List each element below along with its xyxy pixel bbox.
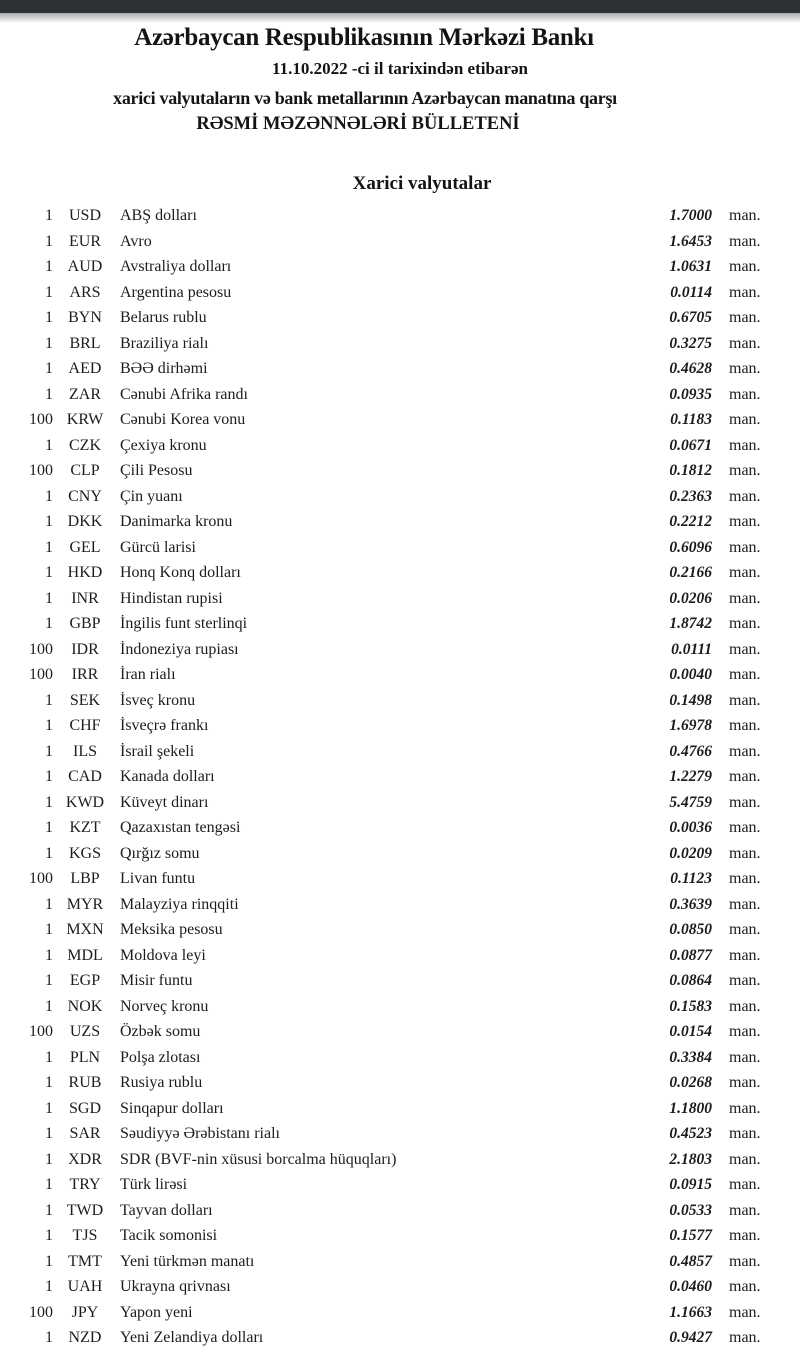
rate-cell: 0.0877 [669, 946, 712, 964]
quantity-cell: 100 [29, 1303, 53, 1321]
currency-code-cell: MYR [66, 895, 104, 913]
table-row [0, 382, 800, 408]
currency-code-cell: UAH [67, 1278, 103, 1295]
rate-cell: 0.4628 [669, 360, 712, 377]
currency-code-cell: KWD [65, 793, 105, 811]
quantity-cell: 1 [45, 283, 53, 301]
currency-name-cell: ABŞ dolları [120, 207, 197, 224]
unit-cell: man. [729, 207, 761, 224]
rate-cell: 1.6978 [669, 717, 712, 734]
table-row [0, 611, 800, 637]
unit-cell: man. [729, 1227, 761, 1244]
currency-name-cell: Küveyt dinarı [120, 793, 209, 811]
rate-cell: 0.0040 [669, 666, 712, 683]
unit-cell: man. [729, 436, 761, 454]
quantity-cell: 1 [45, 334, 53, 352]
section-title-text: Xarici valyutalar [352, 173, 492, 194]
unit-cell: man. [729, 1252, 761, 1270]
currency-name-cell: Gürcü larisi [120, 538, 196, 556]
bulletin-scope-text: xarici valyutaların və bank metallarının Azərbaycan manatına qarşı [113, 88, 617, 108]
currency-code-cell: SAR [69, 1125, 101, 1142]
window-top-bar [0, 0, 800, 13]
rate-cell: 0.0209 [669, 844, 712, 862]
quantity-cell: 1 [45, 1099, 53, 1117]
currency-name-cell: Çin yuanı [120, 487, 183, 505]
table-row [0, 203, 800, 229]
unit-cell: man. [729, 513, 761, 530]
quantity-cell: 1 [45, 1048, 53, 1066]
rate-cell: 0.0850 [669, 921, 712, 938]
table-row [0, 356, 800, 382]
quantity-cell: 1 [45, 615, 53, 632]
currency-name-cell: Polşa zlotası [120, 1048, 201, 1066]
quantity-cell: 1 [45, 1125, 53, 1142]
unit-cell: man. [729, 640, 761, 658]
unit-cell: man. [729, 1303, 761, 1321]
currency-name-cell: BƏƏ dirhəmi [120, 360, 208, 377]
currency-code-cell: ARS [69, 283, 101, 301]
quantity-cell: 1 [45, 538, 53, 556]
unit-cell: man. [729, 1176, 761, 1193]
unit-cell: man. [729, 1099, 761, 1117]
table-row [0, 586, 800, 612]
currency-name-cell: İngilis funt sterlinqi [120, 615, 248, 632]
unit-cell: man. [729, 462, 761, 479]
currency-name-cell: Qazaxıstan tengəsi [120, 819, 241, 836]
rate-cell: 0.0533 [669, 1201, 712, 1219]
currency-name-cell: Tacik somonisi [120, 1227, 218, 1244]
currency-code-cell: BRL [69, 334, 101, 352]
table-row [0, 662, 800, 688]
table-row [0, 535, 800, 561]
unit-cell: man. [729, 487, 761, 505]
top-bar-shadow [0, 13, 800, 23]
rate-cell: 1.8742 [669, 615, 712, 632]
unit-cell: man. [729, 309, 761, 326]
currency-name-cell: Sinqapur dolları [120, 1099, 224, 1117]
table-row [0, 764, 800, 790]
unit-cell: man. [729, 768, 761, 785]
currency-name-cell: Livan funtu [120, 870, 196, 887]
currency-code-cell: ZAR [69, 385, 101, 403]
currency-code-cell: XDR [68, 1150, 102, 1168]
unit-cell: man. [729, 385, 761, 403]
quantity-cell: 1 [45, 972, 53, 989]
currency-code-cell: HKD [67, 564, 103, 581]
currency-name-cell: Avro [120, 232, 152, 250]
table-row [0, 1223, 800, 1249]
currency-code-cell: AED [68, 360, 102, 377]
page-title [0, 24, 800, 52]
currency-name-cell: İsveç kronu [120, 691, 196, 709]
table-row [0, 1147, 800, 1173]
quantity-cell: 1 [45, 895, 53, 913]
rate-cell: 0.1183 [670, 411, 712, 428]
rate-cell: 0.0671 [669, 436, 712, 454]
table-row [0, 637, 800, 663]
rate-cell: 1.0631 [669, 258, 712, 275]
quantity-cell: 1 [45, 819, 53, 836]
rate-cell: 0.1123 [670, 870, 712, 887]
table-row [0, 994, 800, 1020]
currency-code-cell: EUR [69, 232, 101, 250]
unit-cell: man. [729, 844, 761, 862]
unit-cell: man. [729, 1329, 761, 1346]
currency-name-cell: Çexiya kronu [120, 436, 207, 454]
quantity-cell: 100 [29, 870, 53, 887]
currency-code-cell: CAD [68, 768, 102, 785]
rate-cell: 5.4759 [669, 793, 712, 811]
quantity-cell: 1 [45, 793, 53, 811]
unit-cell: man. [729, 666, 761, 683]
table-row [0, 560, 800, 586]
currency-code-cell: TJS [72, 1227, 98, 1244]
currency-name-cell: Cənubi Afrika randı [120, 385, 248, 403]
currency-code-cell: JPY [71, 1303, 99, 1321]
currency-name-cell: Belarus rublu [120, 309, 207, 326]
rate-cell: 2.1803 [669, 1150, 712, 1168]
table-row [0, 509, 800, 535]
table-row [0, 484, 800, 510]
currency-code-cell: PLN [69, 1048, 101, 1066]
currency-code-cell: CHF [69, 717, 101, 734]
bulletin-title-line [0, 112, 800, 136]
currency-code-cell: EGP [69, 972, 101, 989]
rate-cell: 0.0206 [669, 589, 712, 607]
quantity-cell: 1 [45, 258, 53, 275]
table-row [0, 943, 800, 969]
currency-name-cell: Özbək somu [120, 1023, 201, 1040]
currency-code-cell: KRW [66, 411, 104, 428]
quantity-cell: 100 [29, 640, 53, 658]
rate-cell: 0.3275 [669, 334, 712, 352]
table-row [0, 892, 800, 918]
currency-code-cell: NZD [68, 1329, 102, 1346]
currency-name-cell: Avstraliya dolları [120, 258, 232, 275]
quantity-cell: 1 [45, 1150, 53, 1168]
rate-cell: 0.6096 [669, 538, 712, 556]
currency-code-cell: IRR [71, 666, 99, 683]
table-row [0, 688, 800, 714]
unit-cell: man. [729, 895, 761, 913]
unit-cell: man. [729, 972, 761, 989]
unit-cell: man. [729, 1278, 761, 1295]
rate-cell: 0.0864 [669, 972, 712, 989]
rate-cell: 0.6705 [669, 309, 712, 326]
table-row [0, 968, 800, 994]
currency-name-cell: Hindistan rupisi [120, 589, 223, 607]
currency-name-cell: İndoneziya rupiası [120, 640, 239, 658]
table-row [0, 229, 800, 255]
rate-cell: 0.0154 [669, 1023, 712, 1040]
unit-cell: man. [729, 564, 761, 581]
currency-code-cell: GEL [69, 538, 101, 556]
unit-cell: man. [729, 360, 761, 377]
table-row [0, 1070, 800, 1096]
currency-code-cell: CLP [70, 462, 100, 479]
unit-cell: man. [729, 334, 761, 352]
currency-code-cell: SEK [69, 691, 101, 709]
currency-code-cell: LBP [70, 870, 100, 887]
currency-name-cell: Qırğız somu [120, 844, 200, 862]
currency-code-cell: KZT [69, 819, 101, 836]
currency-name-cell: Tayvan dolları [120, 1201, 213, 1219]
unit-cell: man. [729, 870, 761, 887]
quantity-cell: 100 [29, 462, 53, 479]
currency-code-cell: USD [68, 207, 101, 224]
currency-name-cell: İsrail şekeli [120, 742, 195, 760]
currency-name-cell: Yeni türkmən manatı [120, 1252, 255, 1270]
rate-cell: 0.2363 [669, 487, 712, 505]
currency-name-cell: Meksika pesosu [120, 921, 223, 938]
currency-name-cell: Cənubi Korea vonu [120, 411, 246, 428]
unit-cell: man. [729, 1074, 761, 1091]
table-row [0, 305, 800, 331]
quantity-cell: 1 [45, 1176, 53, 1193]
table-row [0, 1019, 800, 1045]
currency-code-cell: AUD [67, 258, 103, 275]
table-row [0, 1096, 800, 1122]
quantity-cell: 1 [45, 385, 53, 403]
table-row [0, 407, 800, 433]
table-row [0, 280, 800, 306]
unit-cell: man. [729, 717, 761, 734]
currency-name-cell: Türk lirəsi [120, 1176, 188, 1193]
currency-name-cell: Moldova leyi [120, 946, 206, 964]
table-row [0, 331, 800, 357]
currency-code-cell: SGD [68, 1099, 101, 1117]
table-row [0, 1198, 800, 1224]
currency-code-cell: GBP [69, 615, 101, 632]
currency-code-cell: CZK [69, 436, 101, 454]
currency-name-cell: Çili Pesosu [120, 462, 193, 479]
table-row [0, 917, 800, 943]
currency-name-cell: Səudiyyə Ərəbistanı rialı [120, 1125, 280, 1142]
currency-name-cell: Malayziya rinqqiti [120, 895, 239, 913]
currency-code-cell: TMT [68, 1252, 102, 1270]
section-title [0, 172, 800, 196]
quantity-cell: 1 [45, 1074, 53, 1091]
currency-code-cell: MXN [66, 921, 104, 938]
currency-name-cell: SDR (BVF-nin xüsusi borcalma hüquqları) [120, 1150, 397, 1168]
unit-cell: man. [729, 615, 761, 632]
quantity-cell: 1 [45, 1252, 53, 1270]
rate-cell: 0.3639 [669, 895, 712, 913]
unit-cell: man. [729, 1201, 761, 1219]
bulletin-date-text: 11.10.2022 -ci il tarixindən etibarən [272, 59, 528, 78]
unit-cell: man. [729, 819, 761, 836]
bulletin-scope-line [0, 86, 800, 110]
table-row [0, 433, 800, 459]
table-row [0, 790, 800, 816]
currency-code-cell: BYN [68, 309, 102, 326]
quantity-cell: 1 [45, 946, 53, 964]
table-row [0, 866, 800, 892]
quantity-cell: 1 [45, 1227, 53, 1244]
unit-cell: man. [729, 997, 761, 1015]
rate-cell: 0.0935 [669, 385, 712, 403]
currency-name-cell: Kanada dolları [120, 768, 215, 785]
quantity-cell: 1 [45, 207, 53, 224]
currency-code-cell: RUB [68, 1074, 102, 1091]
table-row [0, 1325, 800, 1351]
table-row [0, 1300, 800, 1326]
table-row [0, 1274, 800, 1300]
currency-name-cell: Misir funtu [120, 972, 193, 989]
table-row [0, 1172, 800, 1198]
rate-cell: 0.9427 [669, 1329, 712, 1346]
quantity-cell: 100 [29, 411, 53, 428]
unit-cell: man. [729, 589, 761, 607]
rate-cell: 1.7000 [669, 207, 712, 224]
quantity-cell: 1 [45, 921, 53, 938]
unit-cell: man. [729, 742, 761, 760]
table-row [0, 713, 800, 739]
unit-cell: man. [729, 1125, 761, 1142]
quantity-cell: 1 [45, 742, 53, 760]
quantity-cell: 1 [45, 1278, 53, 1295]
quantity-cell: 1 [45, 309, 53, 326]
quantity-cell: 1 [45, 1201, 53, 1219]
currency-code-cell: UZS [69, 1023, 101, 1040]
rate-cell: 0.2212 [669, 513, 712, 530]
currency-code-cell: IDR [71, 640, 99, 658]
quantity-cell: 1 [45, 564, 53, 581]
bulletin-title-text: RƏSMİ MƏZƏNNƏLƏRİ BÜLLETENİ [196, 114, 520, 134]
rate-cell: 0.0268 [669, 1074, 712, 1091]
quantity-cell: 1 [45, 768, 53, 785]
quantity-cell: 100 [29, 666, 53, 683]
rate-cell: 1.1663 [669, 1303, 712, 1321]
currency-code-cell: TRY [69, 1176, 101, 1193]
table-row [0, 254, 800, 280]
unit-cell: man. [729, 1048, 761, 1066]
currency-code-cell: NOK [67, 997, 103, 1015]
rate-cell: 0.3384 [669, 1048, 712, 1066]
quantity-cell: 1 [45, 487, 53, 505]
table-row [0, 815, 800, 841]
currency-name-cell: Argentina pesosu [120, 283, 232, 301]
rate-cell: 0.4766 [669, 742, 712, 760]
quantity-cell: 1 [45, 360, 53, 377]
quantity-cell: 1 [45, 232, 53, 250]
unit-cell: man. [729, 793, 761, 811]
currency-code-cell: DKK [67, 513, 103, 530]
rate-cell: 0.1583 [669, 997, 712, 1015]
unit-cell: man. [729, 258, 761, 275]
rate-cell: 0.4857 [669, 1252, 712, 1270]
table-row [0, 1249, 800, 1275]
table-row [0, 458, 800, 484]
rate-cell: 0.0460 [669, 1278, 712, 1295]
table-row [0, 1045, 800, 1071]
quantity-cell: 1 [45, 436, 53, 454]
currency-name-cell: Honq Konq dolları [120, 564, 241, 581]
rate-cell: 0.0111 [671, 640, 712, 658]
rate-cell: 0.1498 [669, 691, 712, 709]
currency-name-cell: Yapon yeni [120, 1303, 193, 1321]
bulletin-date-line [0, 59, 800, 79]
quantity-cell: 1 [45, 717, 53, 734]
unit-cell: man. [729, 1023, 761, 1040]
currency-name-cell: Danimarka kronu [120, 513, 233, 530]
quantity-cell: 1 [45, 513, 53, 530]
quantity-cell: 1 [45, 691, 53, 709]
currency-name-cell: Braziliya rialı [120, 334, 209, 352]
currency-code-cell: ILS [73, 742, 97, 760]
table-row [0, 1121, 800, 1147]
quantity-cell: 100 [29, 1023, 53, 1040]
quantity-cell: 1 [45, 997, 53, 1015]
unit-cell: man. [729, 921, 761, 938]
rate-cell: 0.4523 [669, 1125, 712, 1142]
table-row [0, 841, 800, 867]
currency-code-cell: MDL [67, 946, 103, 964]
currency-name-cell: Rusiya rublu [120, 1074, 203, 1091]
rate-cell: 0.1812 [669, 462, 712, 479]
currency-code-cell: CNY [68, 487, 102, 505]
unit-cell: man. [729, 1150, 761, 1168]
unit-cell: man. [729, 283, 761, 301]
rate-cell: 1.1800 [669, 1099, 712, 1117]
quantity-cell: 1 [45, 1329, 53, 1346]
unit-cell: man. [729, 232, 761, 250]
rate-cell: 0.2166 [669, 564, 712, 581]
currency-name-cell: İran rialı [120, 666, 176, 683]
quantity-cell: 1 [45, 844, 53, 862]
rate-cell: 0.0114 [670, 283, 712, 301]
page-title-text: Azərbaycan Respublikasının Mərkəzi Bankı [134, 24, 594, 51]
currency-code-cell: INR [71, 589, 99, 607]
rate-cell: 0.1577 [669, 1227, 712, 1244]
currency-code-cell: TWD [66, 1201, 104, 1219]
unit-cell: man. [729, 691, 761, 709]
currency-name-cell: İsveçrə frankı [120, 717, 209, 734]
rate-cell: 0.0915 [669, 1176, 712, 1193]
table-row [0, 739, 800, 765]
rate-cell: 1.2279 [669, 768, 712, 785]
currency-name-cell: Norveç kronu [120, 997, 209, 1015]
unit-cell: man. [729, 411, 761, 428]
rates-list [0, 203, 800, 1351]
currency-code-cell: KGS [68, 844, 101, 862]
currency-name-cell: Yeni Zelandiya dolları [120, 1329, 264, 1346]
rate-cell: 1.6453 [669, 232, 712, 250]
unit-cell: man. [729, 538, 761, 556]
quantity-cell: 1 [45, 589, 53, 607]
rate-cell: 0.0036 [669, 819, 712, 836]
currency-name-cell: Ukrayna qrivnası [120, 1278, 231, 1295]
unit-cell: man. [729, 946, 761, 964]
